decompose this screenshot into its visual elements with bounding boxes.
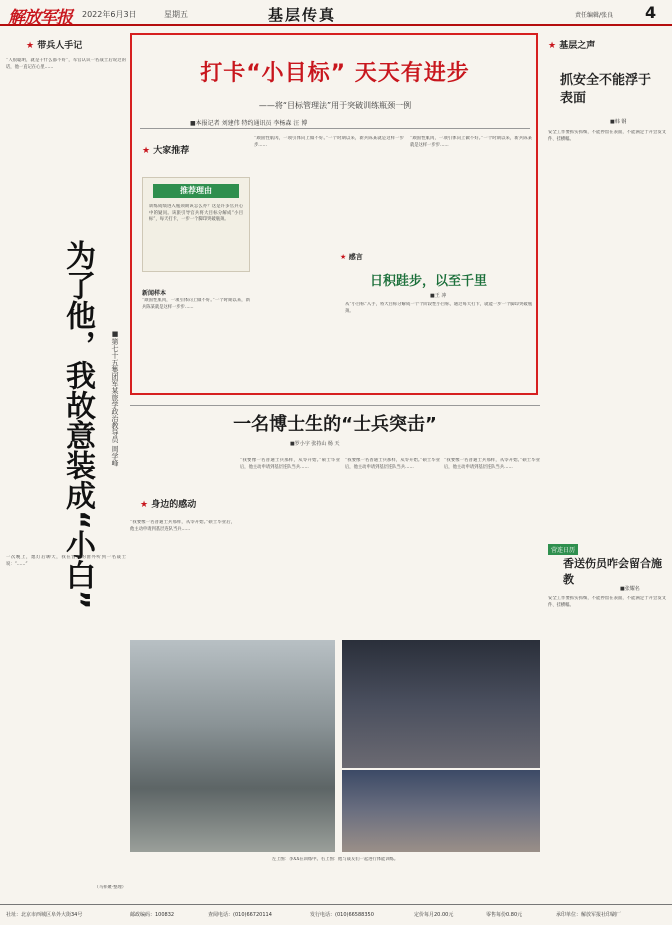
footer-postcode: 邮政编码：100832 bbox=[130, 912, 175, 918]
recommend-box-text: 训练成绩进入瓶颈期该怎么办？这是许多官兵心中的疑问。该旅引导官兵将大目标分解成“小目标”，每天打卡，一步一个脚印突破瓶颈。 bbox=[149, 204, 243, 223]
editor-credit: 责任编辑/张良 bbox=[575, 12, 614, 19]
left-column-story-text: 一次晚上，熄灯后聊天，我在营房的窗外听到一名战士说：“……” bbox=[6, 555, 126, 567]
left-column-header-label: 带兵人手记 bbox=[37, 41, 83, 51]
section-title: 基层传真 bbox=[268, 6, 337, 24]
star-icon: ★ bbox=[140, 500, 149, 510]
left-column-text: “人很聪明，就是干什么都不好”，军官认识一名战士后说过的话，他一直记在心里…… bbox=[6, 58, 126, 70]
comment-header-label: 感言 bbox=[348, 253, 363, 261]
bottom-byline: ■罗小宇 张持山 杨 天 bbox=[290, 441, 340, 447]
issue-weekday: 星期五 bbox=[164, 10, 188, 19]
feature-headline: 打卡“小目标” 天天有进步 bbox=[200, 61, 470, 86]
newspaper-logo: 解放军报 bbox=[8, 8, 72, 28]
right-column-text: 安全工作要抓实抓细，不能停留在表面，不能满足于开会发文件、挂横幅。 bbox=[548, 130, 666, 142]
bottom-text-col4: “我要像一名普通士兵那样，从零开始。”硕士毕业后，他主动申请到基层连队当兵…… bbox=[444, 458, 540, 470]
left-banner-headline: 为了他，我故意装成“小白” bbox=[60, 240, 95, 610]
star-icon: ★ bbox=[340, 253, 347, 261]
footer bbox=[0, 904, 672, 925]
right-column-title2: 香送伤员咋会留合施教 bbox=[563, 557, 662, 586]
comment-text: 从“小目标”入手，将大目标分解成一个个阶段性小目标，通过每天打卡，就能一步一个脚印突破瓶颈。 bbox=[345, 302, 532, 314]
recommend-box bbox=[142, 177, 250, 272]
bottom-section-header-label: 身边的感动 bbox=[151, 500, 197, 510]
comment-header bbox=[340, 252, 363, 262]
training-photo bbox=[130, 640, 335, 852]
left-column-header bbox=[26, 38, 82, 51]
bottom-text-col1: “我要像一名普通士兵那样，从零开始。”硕士毕业后，他主动申请到基层连队当兵…… bbox=[130, 520, 235, 532]
bottom-text-col3: “我要像一名普通士兵那样，从零开始。”硕士毕业后，他主动申请到基层连队当兵…… bbox=[345, 458, 440, 470]
right-column-header-label: 基层之声 bbox=[559, 41, 596, 51]
comment-byline: ■王 冲 bbox=[430, 293, 447, 299]
right-column-tag: 营连日历 bbox=[548, 544, 578, 555]
left-column-note: （马祥聚·整理） bbox=[94, 885, 126, 890]
star-icon: ★ bbox=[548, 41, 557, 51]
right-column-header bbox=[548, 38, 595, 51]
feature-subtitle: ——将“目标管理法”用于突破训练瓶颈一例 bbox=[258, 101, 412, 110]
star-icon: ★ bbox=[142, 146, 151, 156]
recommend-header-label: 大家推荐 bbox=[153, 146, 190, 156]
feature-right-text: “顽固性肌肉，一项引体向上做不好。”一个时期以来，新兵陈某就是这样一步步…… bbox=[410, 136, 532, 148]
footer-printer: 承印单位：解放军报社印刷厂 bbox=[556, 912, 622, 918]
right-column-title: 抓安全不能浮于表面 bbox=[560, 73, 652, 106]
recommend-box-title: 推荐理由 bbox=[153, 184, 239, 198]
exercise-photo bbox=[342, 640, 540, 768]
feature-byline: ■本报记者 刘建伟 特约通讯员 李杨森 汪 博 bbox=[190, 120, 308, 127]
issue-date: 2022年6月3日 bbox=[82, 10, 137, 19]
bottom-divider bbox=[130, 405, 540, 406]
feature-divider bbox=[140, 128, 530, 129]
bottom-headline: 一名博士生的“士兵突击” bbox=[233, 414, 437, 435]
comment-title: 日积跬步，以至千里 bbox=[370, 274, 488, 289]
bottom-section-header bbox=[140, 497, 196, 510]
right-column-byline2: ■张耀名 bbox=[620, 586, 640, 592]
footer-address: 社址：北京市西城区阜外大街34号 bbox=[6, 912, 83, 918]
footer-hotline: 查阅电话：(010)66720114 bbox=[208, 912, 272, 918]
group-photo bbox=[342, 770, 540, 852]
bottom-text-col2: “我要像一名普通士兵那样，从零开始。”硕士毕业后，他主动申请到基层连队当兵…… bbox=[240, 458, 340, 470]
footer-ad: 发行电话：(010)66588350 bbox=[310, 912, 374, 918]
footer-retail: 零售每份0.80元 bbox=[486, 912, 523, 918]
recommend-header bbox=[142, 143, 189, 156]
footer-price: 定价每月20.00元 bbox=[414, 912, 454, 918]
page-number: 4 bbox=[645, 3, 657, 22]
news-sample-label: 新闻样本 bbox=[142, 290, 167, 297]
star-icon: ★ bbox=[26, 41, 35, 51]
left-banner-byline: ■第七十五集团军某旅学政治教导员 周学峰 bbox=[111, 330, 119, 467]
right-column-text2: 安全工作要抓实抓细，不能停留在表面，不能满足于开会发文件、挂横幅。 bbox=[548, 596, 666, 608]
right-column-byline: ■韩 钢 bbox=[610, 119, 627, 125]
photo-caption: 左上图：李XX在训练中。右上图：他与战友们一起进行体能训练。 bbox=[271, 857, 399, 862]
feature-left-text: “顽固性肌肉，一项引体向上做不好。”一个时期以来，新兵陈某就是这样一步步…… bbox=[142, 298, 250, 310]
feature-middle-text: “顽固性肌肉，一项引体向上做不好。”一个时期以来，新兵陈某就是这样一步步…… bbox=[254, 136, 404, 148]
